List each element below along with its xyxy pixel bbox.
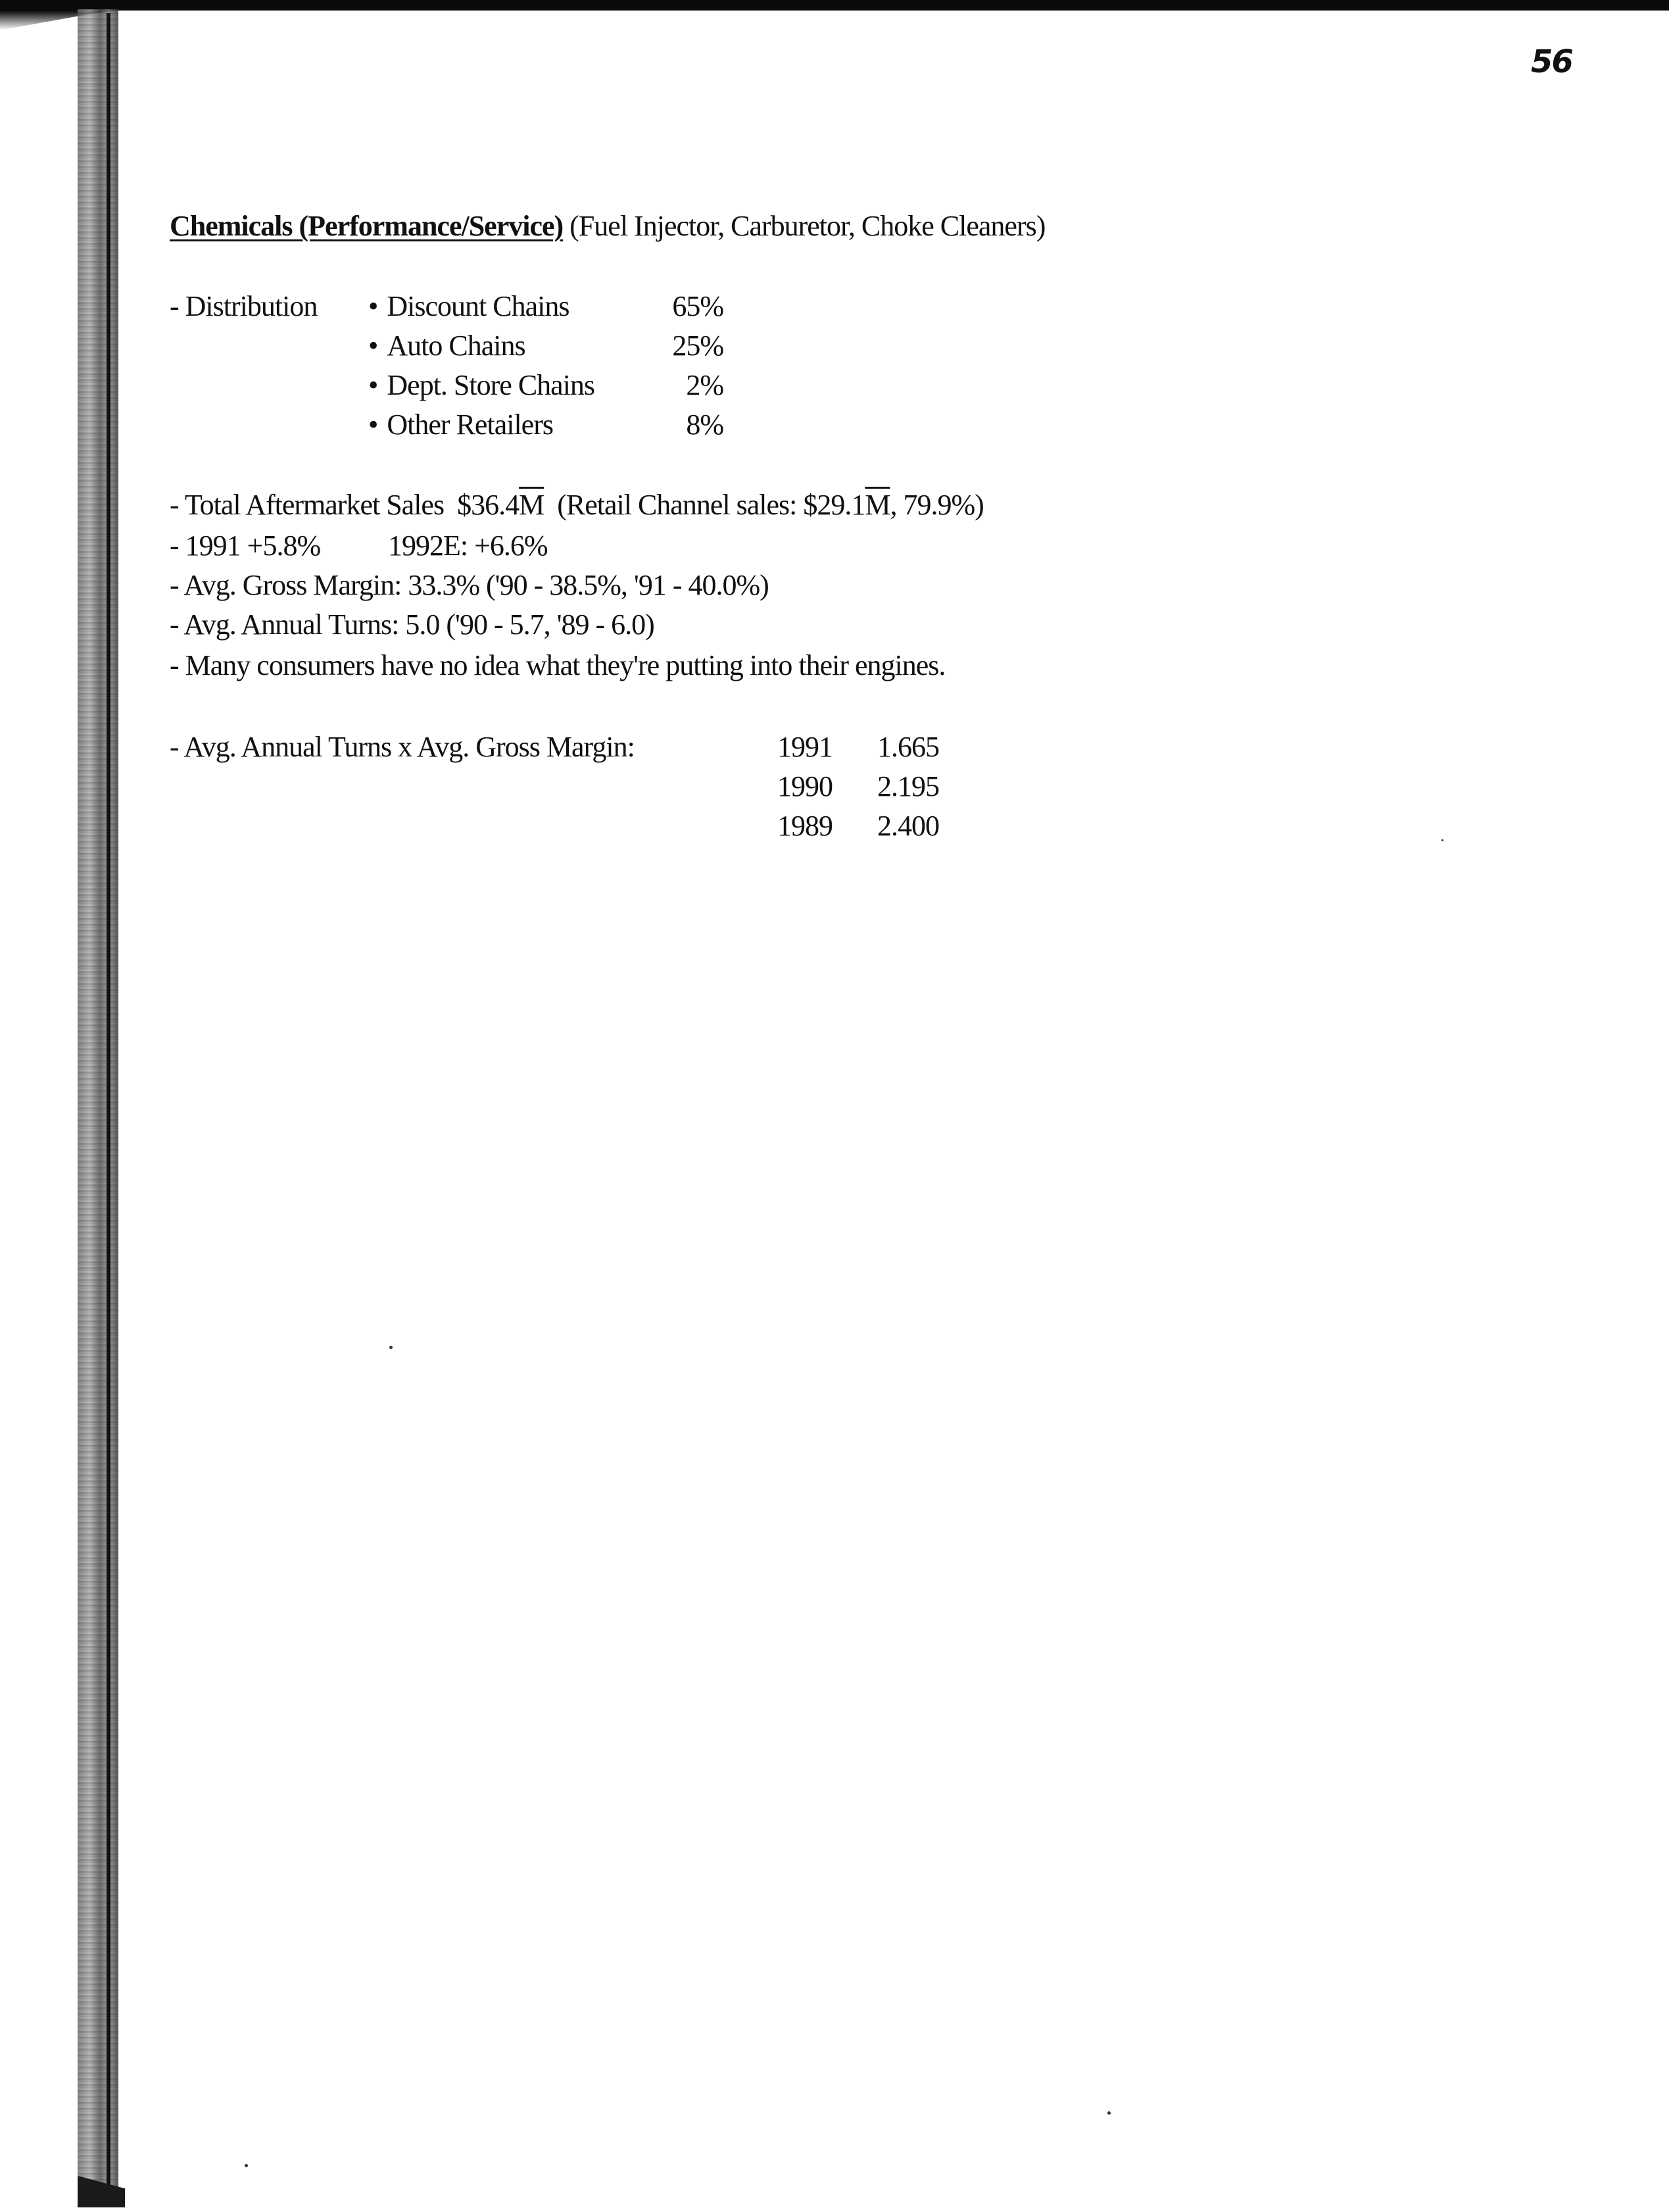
section-subtitle: (Fuel Injector, Carburetor, Choke Cleaners) bbox=[569, 210, 1046, 242]
scan-speck bbox=[389, 1346, 393, 1349]
distribution-item-name: • Discount Chains bbox=[368, 292, 569, 321]
turns-margin-value: 2.400 bbox=[877, 810, 939, 842]
turns-margin-value: 2.195 bbox=[877, 770, 939, 802]
section-title: Chemicals (Performance/Service) bbox=[170, 210, 564, 242]
distribution-item-name: • Other Retailers bbox=[368, 410, 553, 439]
distribution-item-name: • Auto Chains bbox=[368, 332, 525, 360]
total-sales-value: $\$36.4\overline{M}$ bbox=[457, 489, 544, 521]
distribution-item-name: • Dept. Store Chains bbox=[368, 371, 594, 400]
consumers-line: - Many consumers have no idea what they're putting into their engines. bbox=[170, 649, 946, 681]
total-sales-label: - Total Aftermarket Sales bbox=[170, 489, 445, 521]
scan-speck bbox=[245, 2164, 248, 2167]
distribution-item-share: 65% bbox=[672, 290, 723, 322]
distribution-item-share: 25% bbox=[672, 330, 723, 362]
turns-margin-year: 1989 bbox=[777, 810, 833, 842]
growth-1992-estimate: 1992E: +6.6% bbox=[388, 529, 548, 562]
growth-1991: - 1991 +5.8% bbox=[170, 529, 321, 562]
binding-edge bbox=[78, 9, 118, 2203]
turns-margin-year: 1990 bbox=[777, 770, 833, 802]
turns-margin-value: 1.665 bbox=[877, 731, 939, 763]
scan-speck bbox=[1107, 2111, 1111, 2115]
total-sales-line bbox=[170, 491, 984, 520]
gross-margin-line: - Avg. Gross Margin: 33.3% ('90 - 38.5%, '91 - 40.0%) bbox=[170, 569, 769, 601]
section-heading bbox=[170, 212, 1045, 241]
scan-speck bbox=[1441, 839, 1443, 841]
distribution-label: - Distribution bbox=[170, 290, 318, 322]
distribution-item-share: 2% bbox=[686, 369, 723, 401]
page-top-border bbox=[0, 0, 1669, 11]
binding-line bbox=[107, 13, 110, 2207]
retail-channel-sales: (Retail Channel sales: $\$29.1\overline{M}$, 79.9%) bbox=[557, 489, 984, 521]
annual-turns-line: - Avg. Annual Turns: 5.0 ('90 - 5.7, '89 - 6.0) bbox=[170, 608, 654, 641]
page-number: 56 bbox=[1531, 43, 1572, 80]
turns-margin-year: 1991 bbox=[777, 731, 833, 763]
turns-margin-label: - Avg. Annual Turns x Avg. Gross Margin: bbox=[170, 731, 635, 763]
distribution-item-share: 8% bbox=[686, 408, 723, 441]
